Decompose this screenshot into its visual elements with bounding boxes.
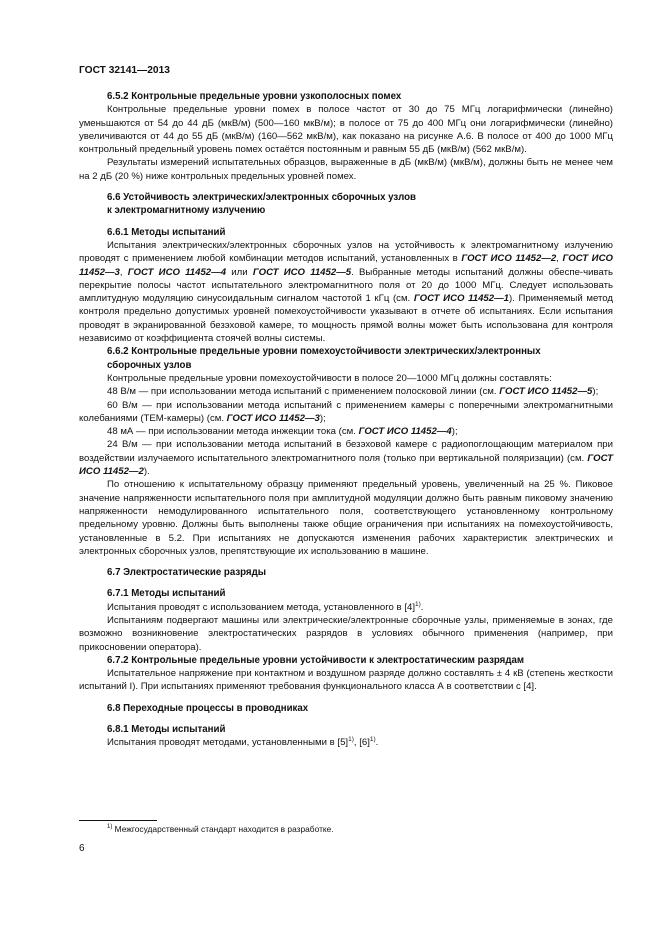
heading-6-6-2-line2: сборочных узлов xyxy=(107,359,192,371)
spacer xyxy=(79,218,613,226)
heading-6-6-line2: к электромагнитному излучению xyxy=(107,205,266,217)
paragraph-6-6-2-final: По отношению к испытательному образцу применяют предельный уровень, увеличенный на 25 %. Пиковое значение напряженности испытательного поля при амплитудной модуляции должно быть равным пиковому значению напряженности немодулированного испытательного поля, соответствующего установленному контрольному предельному уровню. Должны быть выполнены также общие ограничения при испытаниях на помехоустойчивость, установленные в 5.2. При испытаниях не допускаются изменения рабочих характеристик электрических и электронных сборочных узлов, препятствующие их использованию в машине. xyxy=(79,479,613,557)
reference-gost-iso-11452-5: ГОСТ ИСО 11452—5 xyxy=(252,266,352,278)
spacer xyxy=(79,183,613,191)
list-item-anechoic-chamber: 24 В/м — при использовании метода испытаний в безэховой камере с радиопоглощающим материалом при воздействии излучаемого испытательного электромагнитного поля (только при вертикальной поляризации) (см. ГОСТ ИСО 11452—2). xyxy=(79,439,613,478)
list-item-tem-cell: 60 В/м — при использовании метода испытаний с применением камеры с поперечными электромагнитными колебаниями (ТЕМ-камеры) (см. ГОСТ ИСО 11452—3); xyxy=(79,399,613,424)
spacer xyxy=(79,579,613,587)
reference-gost-iso-11452-3: ГОСТ ИСО 11452—3 xyxy=(79,253,613,278)
page-number: 6 xyxy=(79,843,85,854)
list-item-stripline: 48 В/м — при использовании метода испытаний с применением полосковой линии (см. ГОСТ ИСО 11452—5); xyxy=(107,386,599,398)
page-header-standard-code: ГОСТ 32141—2013 xyxy=(79,65,170,76)
footnote-reference: 1) xyxy=(348,736,354,744)
heading-6-6-line1: 6.6 Устойчивость электрических/электронных сборочных узлов xyxy=(107,192,417,204)
heading-6-7: 6.7 Электростатические разряды xyxy=(107,567,267,579)
paragraph-6-7-1-method: Испытания проводят с использованием метода, установленного в $[4]^{1)}$. xyxy=(107,600,424,613)
paragraph-6-6-1-methods: Испытания электрических/электронных сборочных узлов на устойчивость к электромагнитному излучению проводят с применением любой комбинации методов испытаний, установленных в ГОСТ ИСО 11452—2, ГОСТ ИСО 11452—3, ГОСТ ИСО 11452—4 или ГОСТ ИСО 11452—5. Выбранные методы испытаний должны обеспе-чивать перекрытие полосы частот испытательного электромагнитного поля от 20 до 1000 МГц. Следует использовать амплитудную модуляцию синусоидальным сигналом частотой 1 кГц (см. ГОСТ ИСО 11452—1). Применяемый метод контроля предельно допустимых уровней помехоустойчивости указывают в отчете об испытаниях. Если испытания проводят в экранированной безэховой камере, то мощность прямой волны может быть использована для контроля независимо от коэффициента стоячей волны системы. xyxy=(79,239,613,345)
footnote-mark: 1) xyxy=(107,824,113,831)
heading-6-6-2-line1: 6.6.2 Контрольные предельные уровни помехоустойчивости электрических/электронных xyxy=(107,346,541,358)
spacer xyxy=(79,558,613,566)
footnote-reference: 1) xyxy=(369,736,376,744)
page-body xyxy=(79,90,613,750)
heading-6-5-2: 6.5.2 Контрольные предельные уровни узкополосных помех xyxy=(107,91,402,102)
footnote-reference: 1) xyxy=(414,600,421,608)
heading-6-7-2: 6.7.2 Контрольные предельные уровни устойчивости к электростатическим разрядам xyxy=(107,654,525,666)
footnote-divider xyxy=(79,820,157,821)
heading-6-8-1: 6.8.1 Методы испытаний xyxy=(107,724,226,736)
footnote-text: Межгосударственный стандарт находится в разработке. xyxy=(114,824,334,834)
paragraph-6-6-2-intro: Контрольные предельные уровни помехоустойчивости в полосе 20—1000 МГц должны составлять: xyxy=(107,372,552,384)
paragraph-6-5-2-limits: Контрольные предельные уровни помех в полосе частот от 30 до 75 МГц логарифмически (линейно) уменьшаются от 54 до 44 дБ (мкВ/м) (500—160 мкВ/м); в полосе от 75 до 400 МГц они логарифмически (линейно) увеличиваются от 44 до 55 дБ (мкВ/м) (160—562 мкВ/м), как показано на рисунке А.6. В полосе от 400 до 1000 МГц контрольный предельный уровень помех остаётся постоянным и равным 55 дБ (мкВ/м) (562 мкВ/м). xyxy=(79,104,613,156)
heading-6-7-1: 6.7.1 Методы испытаний xyxy=(107,588,226,600)
reference-gost-iso-11452-1: ГОСТ ИСО 11452—1 xyxy=(413,293,510,305)
paragraph-6-5-2-results: Результаты измерений испытательных образцов, выраженные в дБ (мкВ/м) (мкВ/м), должны быть не менее чем на 2 дБ (20 %) ниже контрольных предельных уровней помех. xyxy=(79,157,613,182)
footnote xyxy=(107,823,334,836)
list-item-current-injection: 48 мА — при использовании метода инжекции тока (см. ГОСТ ИСО 11452—4); xyxy=(107,426,458,438)
paragraph-6-7-2-voltage: Испытательное напряжение при контактном и воздушном разряде должно составлять ± 4 кВ (степень жесткости испытаний I). При испытаниях применяют требования функционального класса А в соответствии с [4]. xyxy=(79,668,613,693)
heading-6-6-1: 6.6.1 Методы испытаний xyxy=(107,226,226,238)
paragraph-6-7-1-scope: Испытаниям подвергают машины или электрические/электронные сборочные узлы, применяемые в зонах, где возможно возникновение электростатических разрядов в условиях обычного применения (например, при прикосновении оператора). xyxy=(79,614,613,653)
spacer xyxy=(79,694,613,702)
paragraph-6-8-1-methods: Испытания проводят методами, установленными в $[5]^{1)}$, $[6]^{1)}$. xyxy=(107,736,379,749)
reference-gost-iso-11452-4: ГОСТ ИСО 11452—4 xyxy=(127,266,227,278)
heading-6-8: 6.8 Переходные процессы в проводниках xyxy=(107,702,309,714)
spacer xyxy=(79,715,613,723)
reference-gost-iso-11452-2: ГОСТ ИСО 11452—2 xyxy=(461,253,557,265)
